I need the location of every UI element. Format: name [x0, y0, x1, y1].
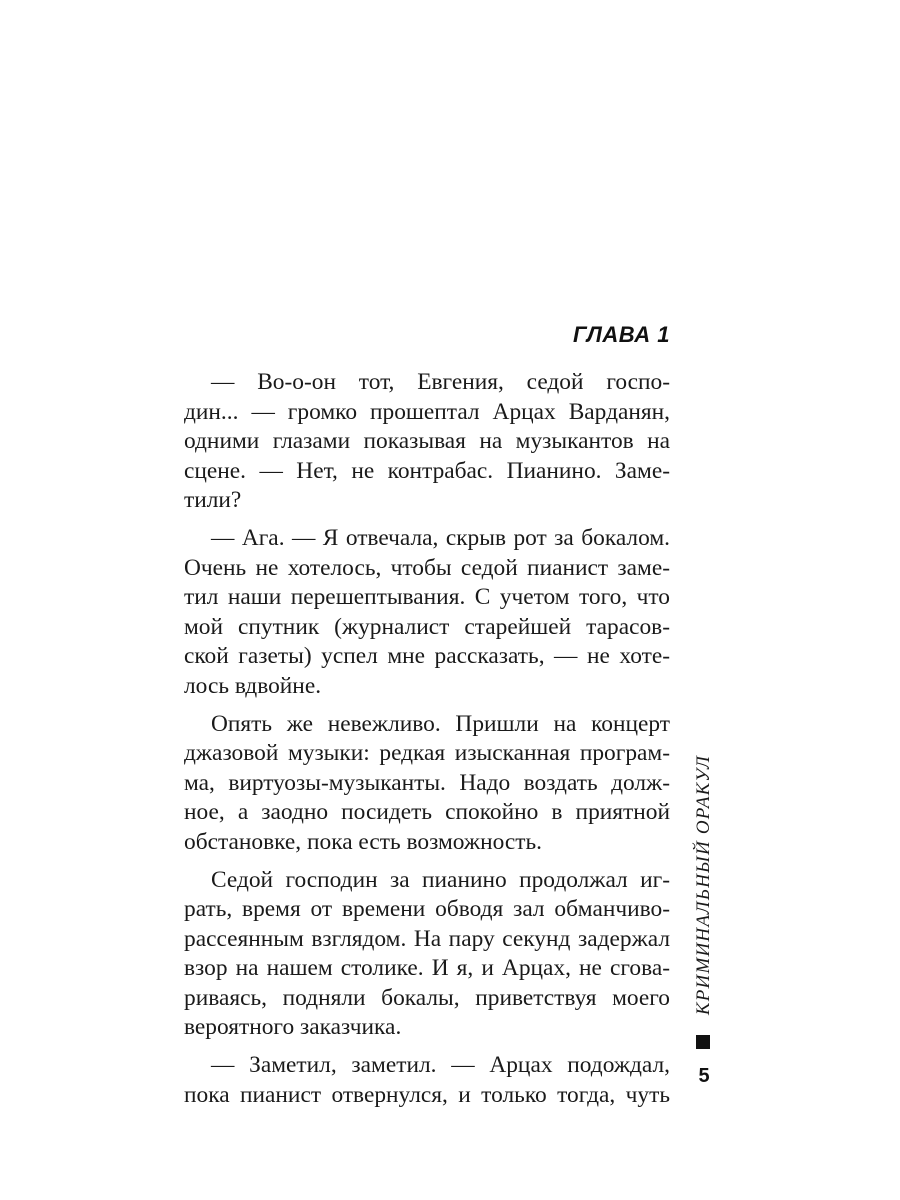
- text-line: вероятного заказчика.: [184, 1014, 402, 1041]
- paragraph-4: [157, 866, 670, 1044]
- chapter-title: ГЛАВА 1: [573, 322, 670, 347]
- text-line: — Заметил, заметил. — Арцах подождал,: [211, 1052, 670, 1079]
- paragraph-3: [157, 710, 670, 858]
- text-line: ное, а заодно посидеть спокойно в приятной: [184, 799, 670, 826]
- text-line: тили?: [184, 487, 242, 514]
- text-line: лось вдвойне.: [184, 672, 322, 699]
- text-line: — Во-о-он тот, Евгения, седой госпо-: [211, 369, 670, 395]
- text-line: Очень не хотелось, чтобы седой пианист заме-: [184, 554, 670, 581]
- text-line: Опять же невежливо. Пришли на концерт: [211, 710, 670, 737]
- text-line: сцене. — Нет, не контрабас. Пианино. Заме-: [184, 457, 670, 484]
- text-line: дин... — громко прошептал Арцах Варданян,: [184, 398, 670, 425]
- running-title: [688, 750, 720, 1020]
- text-line: Седой господин за пианино продолжал иг-: [211, 866, 670, 893]
- text-line: ма, виртуозы-музыканты. Надо воздать долж-: [184, 769, 670, 796]
- text-line: мой спутник (журналист старейшей тарасов-: [184, 613, 670, 640]
- text-line: рассеянным взглядом. На пару секунд задержал: [184, 925, 670, 952]
- paragraph-5: [157, 1051, 670, 1110]
- body-text: [157, 368, 670, 1110]
- text-line: рать, время от времени обводя зал обманчиво-: [184, 896, 670, 923]
- page-number: 5: [698, 1065, 710, 1087]
- text-line: одними глазами показывая на музыкантов на: [184, 428, 670, 455]
- running-title-text: КРИМИНАЛЬНЫЙ ОРАКУЛ: [693, 754, 714, 1016]
- text-line: обстановке, пока есть возможность.: [184, 828, 542, 855]
- paragraph-1: [157, 368, 670, 516]
- text-line: ской газеты) успел мне рассказать, — не хоте-: [184, 643, 670, 670]
- square-marker-icon: [696, 1035, 710, 1049]
- text-line: джазовой музыки: редкая изысканная програм-: [184, 740, 670, 767]
- text-line: — Ага. — Я отвечала, скрыв рот за бокалом.: [211, 524, 670, 551]
- text-line: взор на нашем столике. И я, и Арцах, не сгова-: [184, 955, 670, 982]
- text-line: пока пианист отвернулся, и только тогда, чуть: [184, 1081, 670, 1108]
- text-line: риваясь, подняли бокалы, приветствуя моего: [184, 984, 670, 1011]
- paragraph-2: [157, 524, 670, 702]
- text-line: тил наши перешептывания. С учетом того, что: [184, 584, 670, 611]
